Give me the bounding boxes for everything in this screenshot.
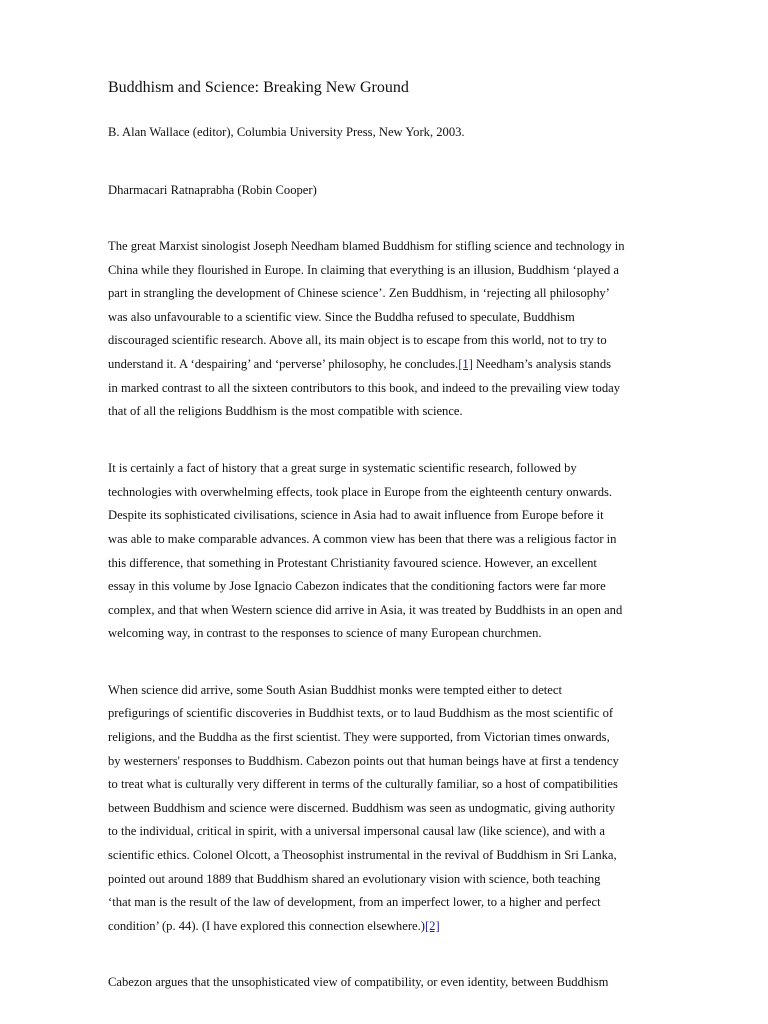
paragraph-line: religions, and the Buddha as the first scientist. They were supported, from Victorian times onwards, <box>108 730 610 744</box>
paragraph-line: scientific ethics. Colonel Olcott, a Theosophist instrumental in the revival of Buddhism in Sri Lanka, <box>108 848 617 862</box>
paragraph-line: in marked contrast to all the sixteen contributors to this book, and indeed to the prevailing view today <box>108 381 621 395</box>
paragraph-line: part in strangling the development of Chinese science’. Zen Buddhism, in ‘rejecting all philosophy’ <box>108 286 610 300</box>
paragraph-line: technologies with overwhelming effects, took place in Europe from the eighteenth century onwards. <box>108 485 613 499</box>
paragraph-line: between Buddhism and science were discerned. Buddhism was seen as undogmatic, giving authority <box>108 801 616 815</box>
paragraph-line: discouraged scientific research. Above all, its main object is to escape from this world, not to try to <box>108 333 607 347</box>
paragraph-line: Cabezon argues that the unsophisticated view of compatibility, or even identity, between Buddhism <box>108 975 609 989</box>
paragraph-line: complex, and that when Western science did arrive in Asia, it was treated by Buddhists in an open and <box>108 603 623 617</box>
paragraph-line: When science did arrive, some South Asian Buddhist monks were tempted either to detect <box>108 683 562 697</box>
paragraph-line: The great Marxist sinologist Joseph Needham blamed Buddhism for stifling science and technology in <box>108 239 625 253</box>
paragraph-line: was also unfavourable to a scientific view. Since the Buddha refused to speculate, Buddhism <box>108 310 575 324</box>
paragraph-line: that of all the religions Buddhism is the most compatible with science. <box>108 404 463 418</box>
paragraph-line <box>108 918 440 934</box>
paragraph-line: by westerners' responses to Buddhism. Cabezon points out that human beings have at first a tendency <box>108 754 619 768</box>
line-text: Needham’s analysis stands <box>472 357 612 371</box>
footnote-link-1[interactable]: [1] <box>458 357 473 371</box>
paragraph-line: prefigurings of scientific discoveries in Buddhist texts, or to laud Buddhism as the most scientific of <box>108 706 614 720</box>
line-text: condition’ (p. 44). (I have explored this connection elsewhere.) <box>108 919 425 933</box>
paragraph-line: China while they flourished in Europe. In claiming that everything is an illusion, Buddhism ‘played a <box>108 263 619 277</box>
paragraph-line: It is certainly a fact of history that a great surge in systematic scientific research, followed by <box>108 461 577 475</box>
reviewer-name: Dharmacari Ratnaprabha (Robin Cooper) <box>108 183 317 197</box>
paragraph-line: to treat what is culturally very different in terms of the culturally familiar, so a host of compatibilities <box>108 777 618 791</box>
paragraph-line: this difference, that something in Protestant Christianity favoured science. However, an excellent <box>108 556 597 570</box>
line-text: understand it. A ‘despairing’ and ‘perverse’ philosophy, he concludes. <box>108 357 459 371</box>
paragraph-line: pointed out around 1889 that Buddhism shared an evolutionary vision with science, both teaching <box>108 872 601 886</box>
paragraph-line: to the individual, critical in spirit, with a universal impersonal causal law (like science), and with a <box>108 824 605 838</box>
book-citation: B. Alan Wallace (editor), Columbia University Press, New York, 2003. <box>108 125 465 139</box>
paragraph-line: essay in this volume by Jose Ignacio Cabezon indicates that the conditioning factors were far more <box>108 579 606 593</box>
paragraph-line: welcoming way, in contrast to the responses to science of many European churchmen. <box>108 626 542 640</box>
document-title: Buddhism and Science: Breaking New Ground <box>108 79 409 96</box>
paragraph-line: Despite its sophisticated civilisations, science in Asia had to await influence from Europe before it <box>108 508 604 522</box>
paragraph-line <box>108 356 611 372</box>
paragraph-line: was able to make comparable advances. A common view has been that there was a religious factor in <box>108 532 617 546</box>
paragraph-line: ‘that man is the result of the law of development, from an imperfect lower, to a higher and perfect <box>108 895 601 909</box>
footnote-link-2[interactable]: [2] <box>424 919 440 933</box>
